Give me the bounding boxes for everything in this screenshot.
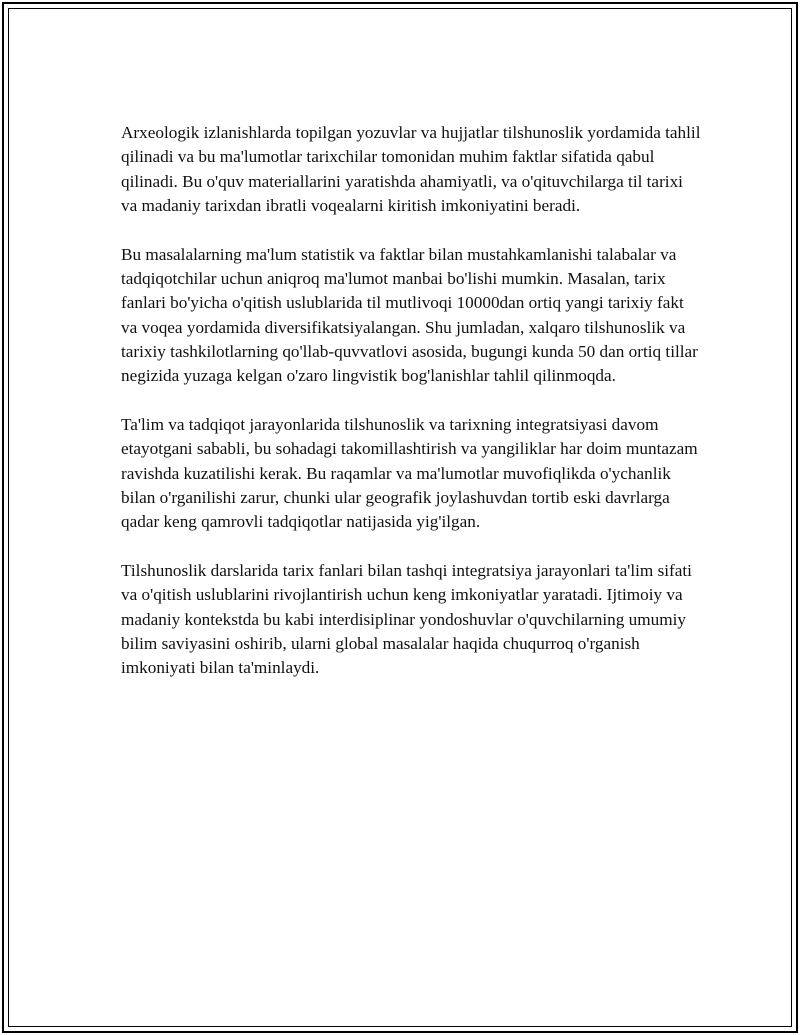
- paragraph-2: Bu masalalarning ma'lum statistik va faktlar bilan mustahkamlanishi talabalar va tadqiqotchilar uchun aniqroq ma'lumot manbai bo'lishi mumkin. Masalan, tarix fanlari bo'yicha o'qitish uslublarida til mutlivoqi 10000dan ortiq yangi tarixiy fakt va voqea yordamida diversifikatsiyalangan. Shu jumladan, xalqaro tilshunoslik va tarixiy tashkilotlarning qo'llab-quvvatlovi asosida, bugungi kunda 50 dan ortiq tillar negizida yuzaga kelgan o'zaro lingvistik bog'lanishlar tahlil qilinmoqda.: [121, 244, 698, 386]
- paragraph-4: Tilshunoslik darslarida tarix fanlari bilan tashqi integratsiya jarayonlari ta'lim sifati va o'qitish uslublarini rivojlantirish uchun keng imkoniyatlar yaratadi. Ijtimoiy va madaniy kontekstda bu kabi interdisiplinar yondoshuvlar o'quvchilarning umumiy bilim saviyasini oshirib, ularni global masalalar haqida chuqurroq o'rganish imkoniyati bilan ta'minlaydi.: [121, 560, 692, 678]
- paragraph-1: Arxeologik izlanishlarda topilgan yozuvlar va hujjatlar tilshunoslik yordamida tahlil qilinadi va bu ma'lumotlar tarixchilar tomonidan muhim faktlar sifatida qabul qilinadi. Bu o'quv materiallarini yaratishda ahamiyatli, va o'qituvchilarga til tarixi va madaniy tarixdan ibratli voqealarni kiritish imkoniyatini beradi.: [121, 123, 701, 215]
- document-body: [121, 121, 701, 705]
- paragraph-3: Ta'lim va tadqiqot jarayonlarida tilshunoslik va tarixning integratsiyasi davom etayotgani sababli, bu sohadagi takomillashtirish va yangiliklar har doim muntazam ravishda kuzatilishi kerak. Bu raqamlar va ma'lumotlar muvofiqlikda o'ychanlik bilan o'rganilishi zarur, chunki ular geografik joylashuvdan tortib eski davrlarga qadar keng qamrovli tadqiqotlar natijasida yig'ilgan.: [121, 414, 698, 532]
- document-page: [2, 2, 798, 1033]
